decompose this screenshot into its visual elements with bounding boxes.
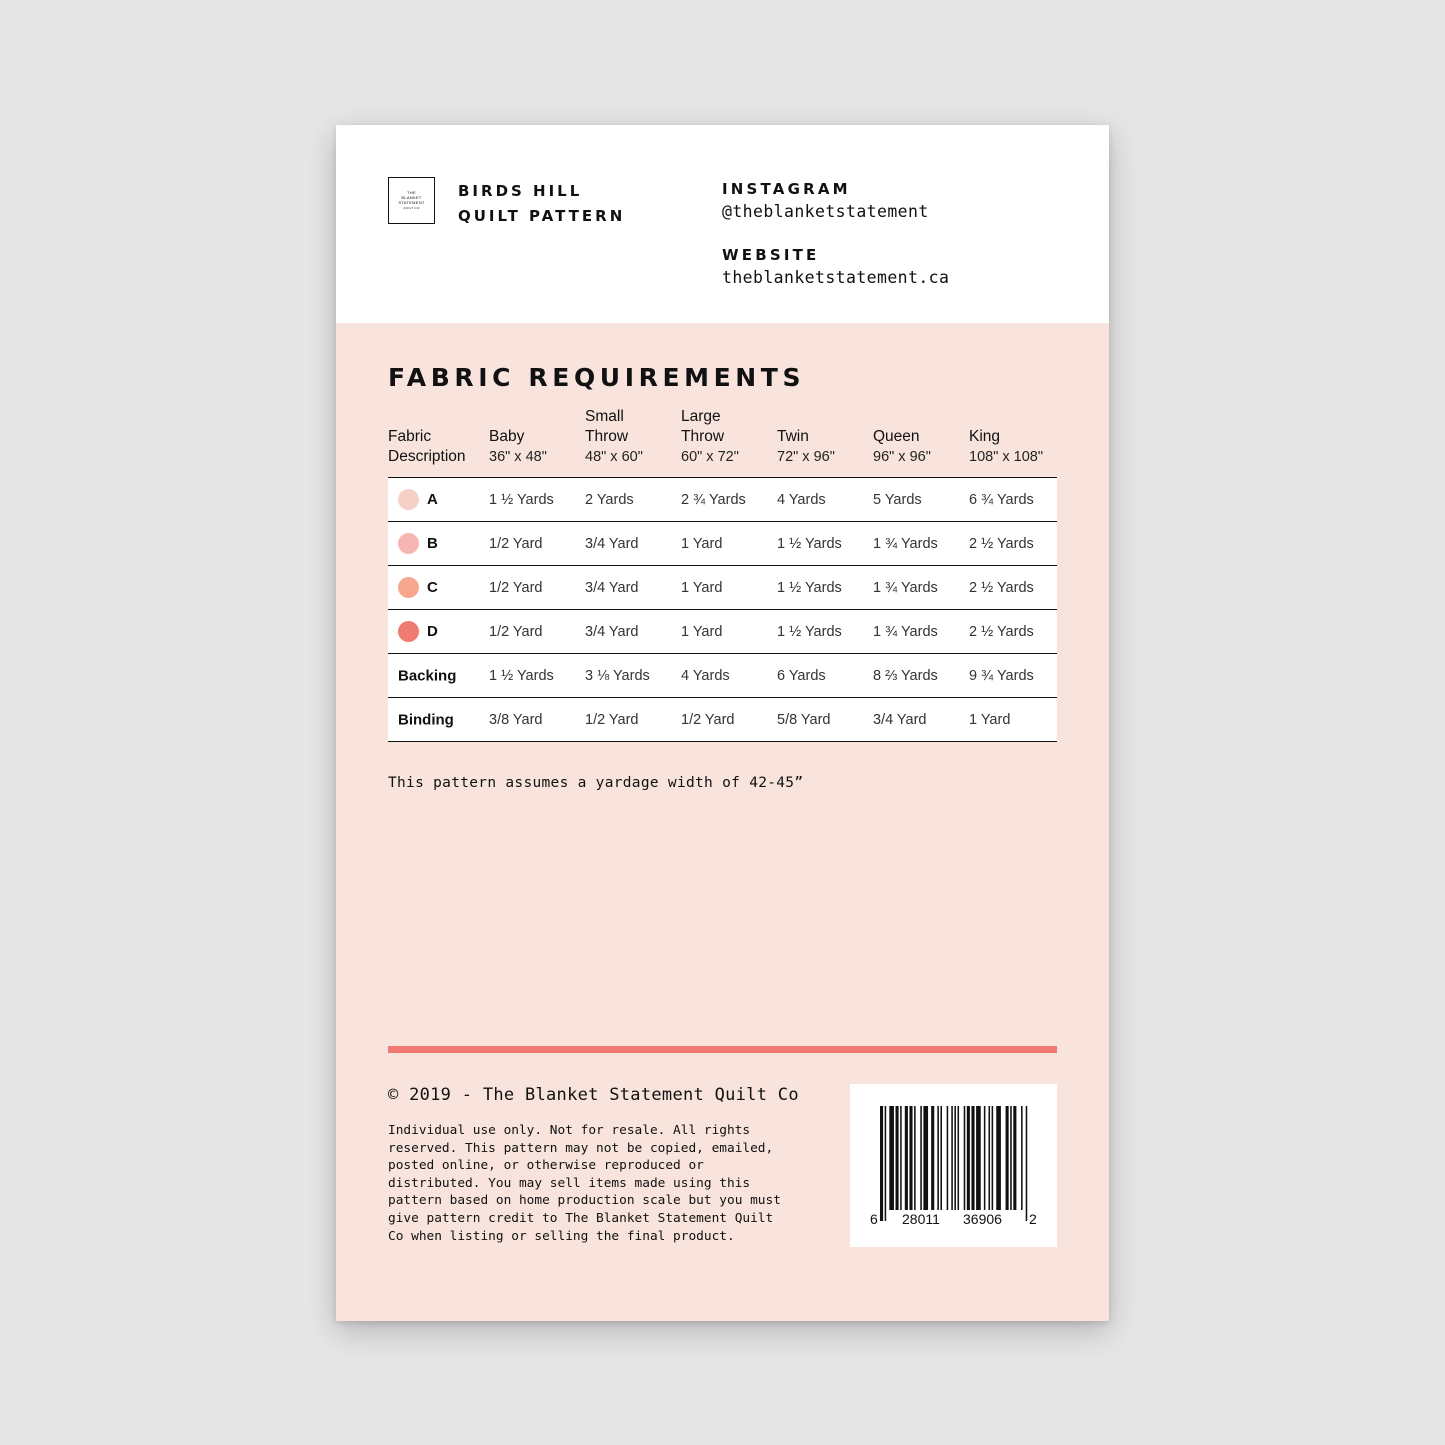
column-header [777, 407, 873, 478]
website-label: WEBSITE [722, 246, 820, 264]
column-header-label: Description [388, 448, 466, 465]
column-header-size: 36" x 48" [489, 449, 547, 465]
barcode-bar [992, 1106, 994, 1210]
pattern-title-line1: BIRDS HILL [458, 182, 583, 200]
table-row [388, 522, 1057, 566]
column-header [388, 407, 489, 478]
barcode-bar [971, 1106, 974, 1210]
yardage-cell: 6 Yards [777, 667, 826, 684]
column-header-label: Large [681, 408, 721, 425]
column-header-label: Twin [777, 428, 809, 445]
barcode-check-digit: 2 [1029, 1211, 1037, 1227]
yardage-cell: 2 ½ Yards [969, 579, 1034, 596]
yardage-cell: 1 Yard [681, 623, 723, 640]
barcode-bar [1010, 1106, 1012, 1210]
barcode-bar [900, 1106, 902, 1210]
table-header-row [388, 407, 1057, 478]
header-panel [336, 125, 1109, 323]
barcode-bar [984, 1106, 986, 1210]
yardage-cell: 1 ½ Yards [777, 623, 842, 640]
barcode-bars [850, 1084, 1057, 1247]
barcode-bar [964, 1106, 966, 1210]
instagram-handle: @theblanketstatement [722, 202, 929, 221]
yardage-cell: 1 ½ Yards [489, 491, 554, 508]
yardage-cell: 1/2 Yard [489, 623, 543, 640]
barcode-bar [931, 1106, 934, 1210]
barcode-bar [1006, 1106, 1009, 1210]
column-header [585, 407, 681, 478]
fabric-label-cell [388, 522, 489, 566]
table-row [388, 698, 1057, 742]
fabric-label: C [427, 579, 438, 596]
table-row [388, 478, 1057, 522]
yardage-cell: 8 ⅔ Yards [873, 667, 938, 684]
barcode-bar [954, 1106, 956, 1210]
yardage-cell: 1/2 Yard [585, 711, 639, 728]
section-title: FABRIC REQUIREMENTS [388, 363, 806, 392]
brand-logo [388, 177, 435, 224]
column-header-label: King [969, 428, 1001, 445]
barcode-bar [940, 1106, 942, 1210]
column-header-label: Baby [489, 428, 525, 445]
copyright-line: © 2019 - The Blanket Statement Quilt Co [388, 1085, 799, 1105]
fabric-label-cell [388, 698, 489, 742]
website-url: theblanketstatement.ca [722, 268, 950, 287]
yardage-cell: 3/4 Yard [873, 711, 927, 728]
table-row [388, 654, 1057, 698]
column-header-label: Queen [873, 428, 920, 445]
fabric-swatch [398, 489, 419, 510]
column-header-size: 60" x 72" [681, 449, 739, 465]
accent-divider [388, 1046, 1057, 1053]
barcode-bar [905, 1106, 908, 1210]
barcode-bar [996, 1106, 1001, 1210]
barcode-bar [976, 1106, 981, 1210]
yardage-cell: 2 ¾ Yards [681, 491, 746, 508]
yardage-cell: 1 ¾ Yards [873, 623, 938, 640]
yardage-cell: 4 Yards [777, 491, 826, 508]
yardage-note: This pattern assumes a yardage width of 42-45” [388, 775, 804, 791]
fabric-swatch [398, 577, 419, 598]
column-header [873, 407, 969, 478]
barcode-bar [914, 1106, 916, 1210]
yardage-cell: 2 ½ Yards [969, 535, 1034, 552]
instagram-label: INSTAGRAM [722, 180, 851, 198]
yardage-cell: 1 ½ Yards [777, 579, 842, 596]
yardage-cell: 1 ½ Yards [489, 667, 554, 684]
fabric-label-cell [388, 478, 489, 522]
fabric-label-cell [388, 610, 489, 654]
yardage-cell: 3/4 Yard [585, 535, 639, 552]
yardage-cell: 1 ¾ Yards [873, 535, 938, 552]
logo-line: STATEMENT [398, 200, 425, 205]
barcode-bar [958, 1106, 960, 1210]
fabric-swatch [398, 621, 419, 642]
column-header-label: Small [585, 408, 624, 425]
yardage-cell: 6 ¾ Yards [969, 491, 1034, 508]
barcode-bar [937, 1106, 939, 1210]
barcode-bar [951, 1106, 953, 1210]
fabric-label: A [427, 491, 438, 508]
column-header-label: Throw [585, 428, 629, 445]
barcode-lead-digit: 6 [870, 1211, 878, 1227]
barcode-bar [947, 1106, 949, 1210]
column-header-size: 48" x 60" [585, 449, 643, 465]
logo-line: QUILT CO [403, 206, 420, 210]
column-header [489, 407, 585, 478]
yardage-cell: 2 ½ Yards [969, 623, 1034, 640]
table-row [388, 610, 1057, 654]
pattern-back-cover [336, 125, 1109, 1321]
column-header-size: 96" x 96" [873, 449, 931, 465]
yardage-cell: 1/2 Yard [489, 579, 543, 596]
column-header-label: Fabric [388, 428, 432, 445]
table-body [388, 478, 1057, 742]
barcode-bar [889, 1106, 894, 1210]
yardage-cell: 3/8 Yard [489, 711, 543, 728]
logo-line: BLANKET [401, 195, 422, 200]
fabric-swatch [398, 533, 419, 554]
barcode-bar [1026, 1106, 1028, 1221]
yardage-cell: 1 Yard [681, 535, 723, 552]
fabric-label: Backing [398, 667, 457, 685]
yardage-cell: 3/4 Yard [585, 623, 639, 640]
pattern-title-line2: QUILT PATTERN [458, 207, 626, 225]
fabric-label-cell [388, 566, 489, 610]
column-header-size: 72" x 96" [777, 449, 835, 465]
fabric-label: Binding [398, 711, 454, 729]
yardage-cell: 1 ½ Yards [777, 535, 842, 552]
barcode-bar [885, 1106, 887, 1221]
yardage-cell: 1 ¾ Yards [873, 579, 938, 596]
fabric-label-cell [388, 654, 489, 698]
yardage-cell: 9 ¾ Yards [969, 667, 1034, 684]
barcode-left-digits: 28011 [902, 1211, 940, 1227]
column-header-label: Throw [681, 428, 725, 445]
fabric-label: D [427, 623, 438, 640]
yardage-cell: 2 Yards [585, 491, 634, 508]
yardage-cell: 1 Yard [681, 579, 723, 596]
yardage-cell: 1 Yard [969, 711, 1011, 728]
yardage-cell: 5/8 Yard [777, 711, 831, 728]
column-header-size: 108" x 108" [969, 449, 1043, 465]
yardage-cell: 4 Yards [681, 667, 730, 684]
barcode-bar [920, 1106, 922, 1210]
column-header [681, 407, 777, 478]
barcode-bar [967, 1106, 970, 1210]
column-header [969, 407, 1057, 478]
barcode-right-digits: 36906 [963, 1211, 1002, 1227]
yardage-cell: 1/2 Yard [489, 535, 543, 552]
barcode-bar [923, 1106, 928, 1210]
fabric-label: B [427, 535, 438, 552]
barcode [850, 1084, 1057, 1247]
barcode-bar [896, 1106, 899, 1210]
barcode-bar [1013, 1106, 1016, 1210]
yardage-cell: 3/4 Yard [585, 579, 639, 596]
pattern-title [458, 179, 625, 229]
barcode-bar [1021, 1106, 1023, 1210]
yardage-cell: 5 Yards [873, 491, 922, 508]
barcode-bar [989, 1106, 991, 1210]
barcode-bar [909, 1106, 912, 1210]
legal-notice: Individual use only. Not for resale. All rights reserved. This pattern may not be copied, emailed, posted online, or otherwise reproduced or distributed. You may sell items made using this pattern based on home production scale but you must give pattern credit to The Blanket Statement Quilt Co when listing or selling the final product. [388, 1123, 781, 1244]
logo-line: THE [407, 190, 416, 195]
yardage-cell: 3 ⅛ Yards [585, 667, 650, 684]
barcode-bar [880, 1106, 883, 1221]
fabric-requirements-table [388, 407, 1057, 742]
table-row [388, 566, 1057, 610]
yardage-cell: 1/2 Yard [681, 711, 735, 728]
